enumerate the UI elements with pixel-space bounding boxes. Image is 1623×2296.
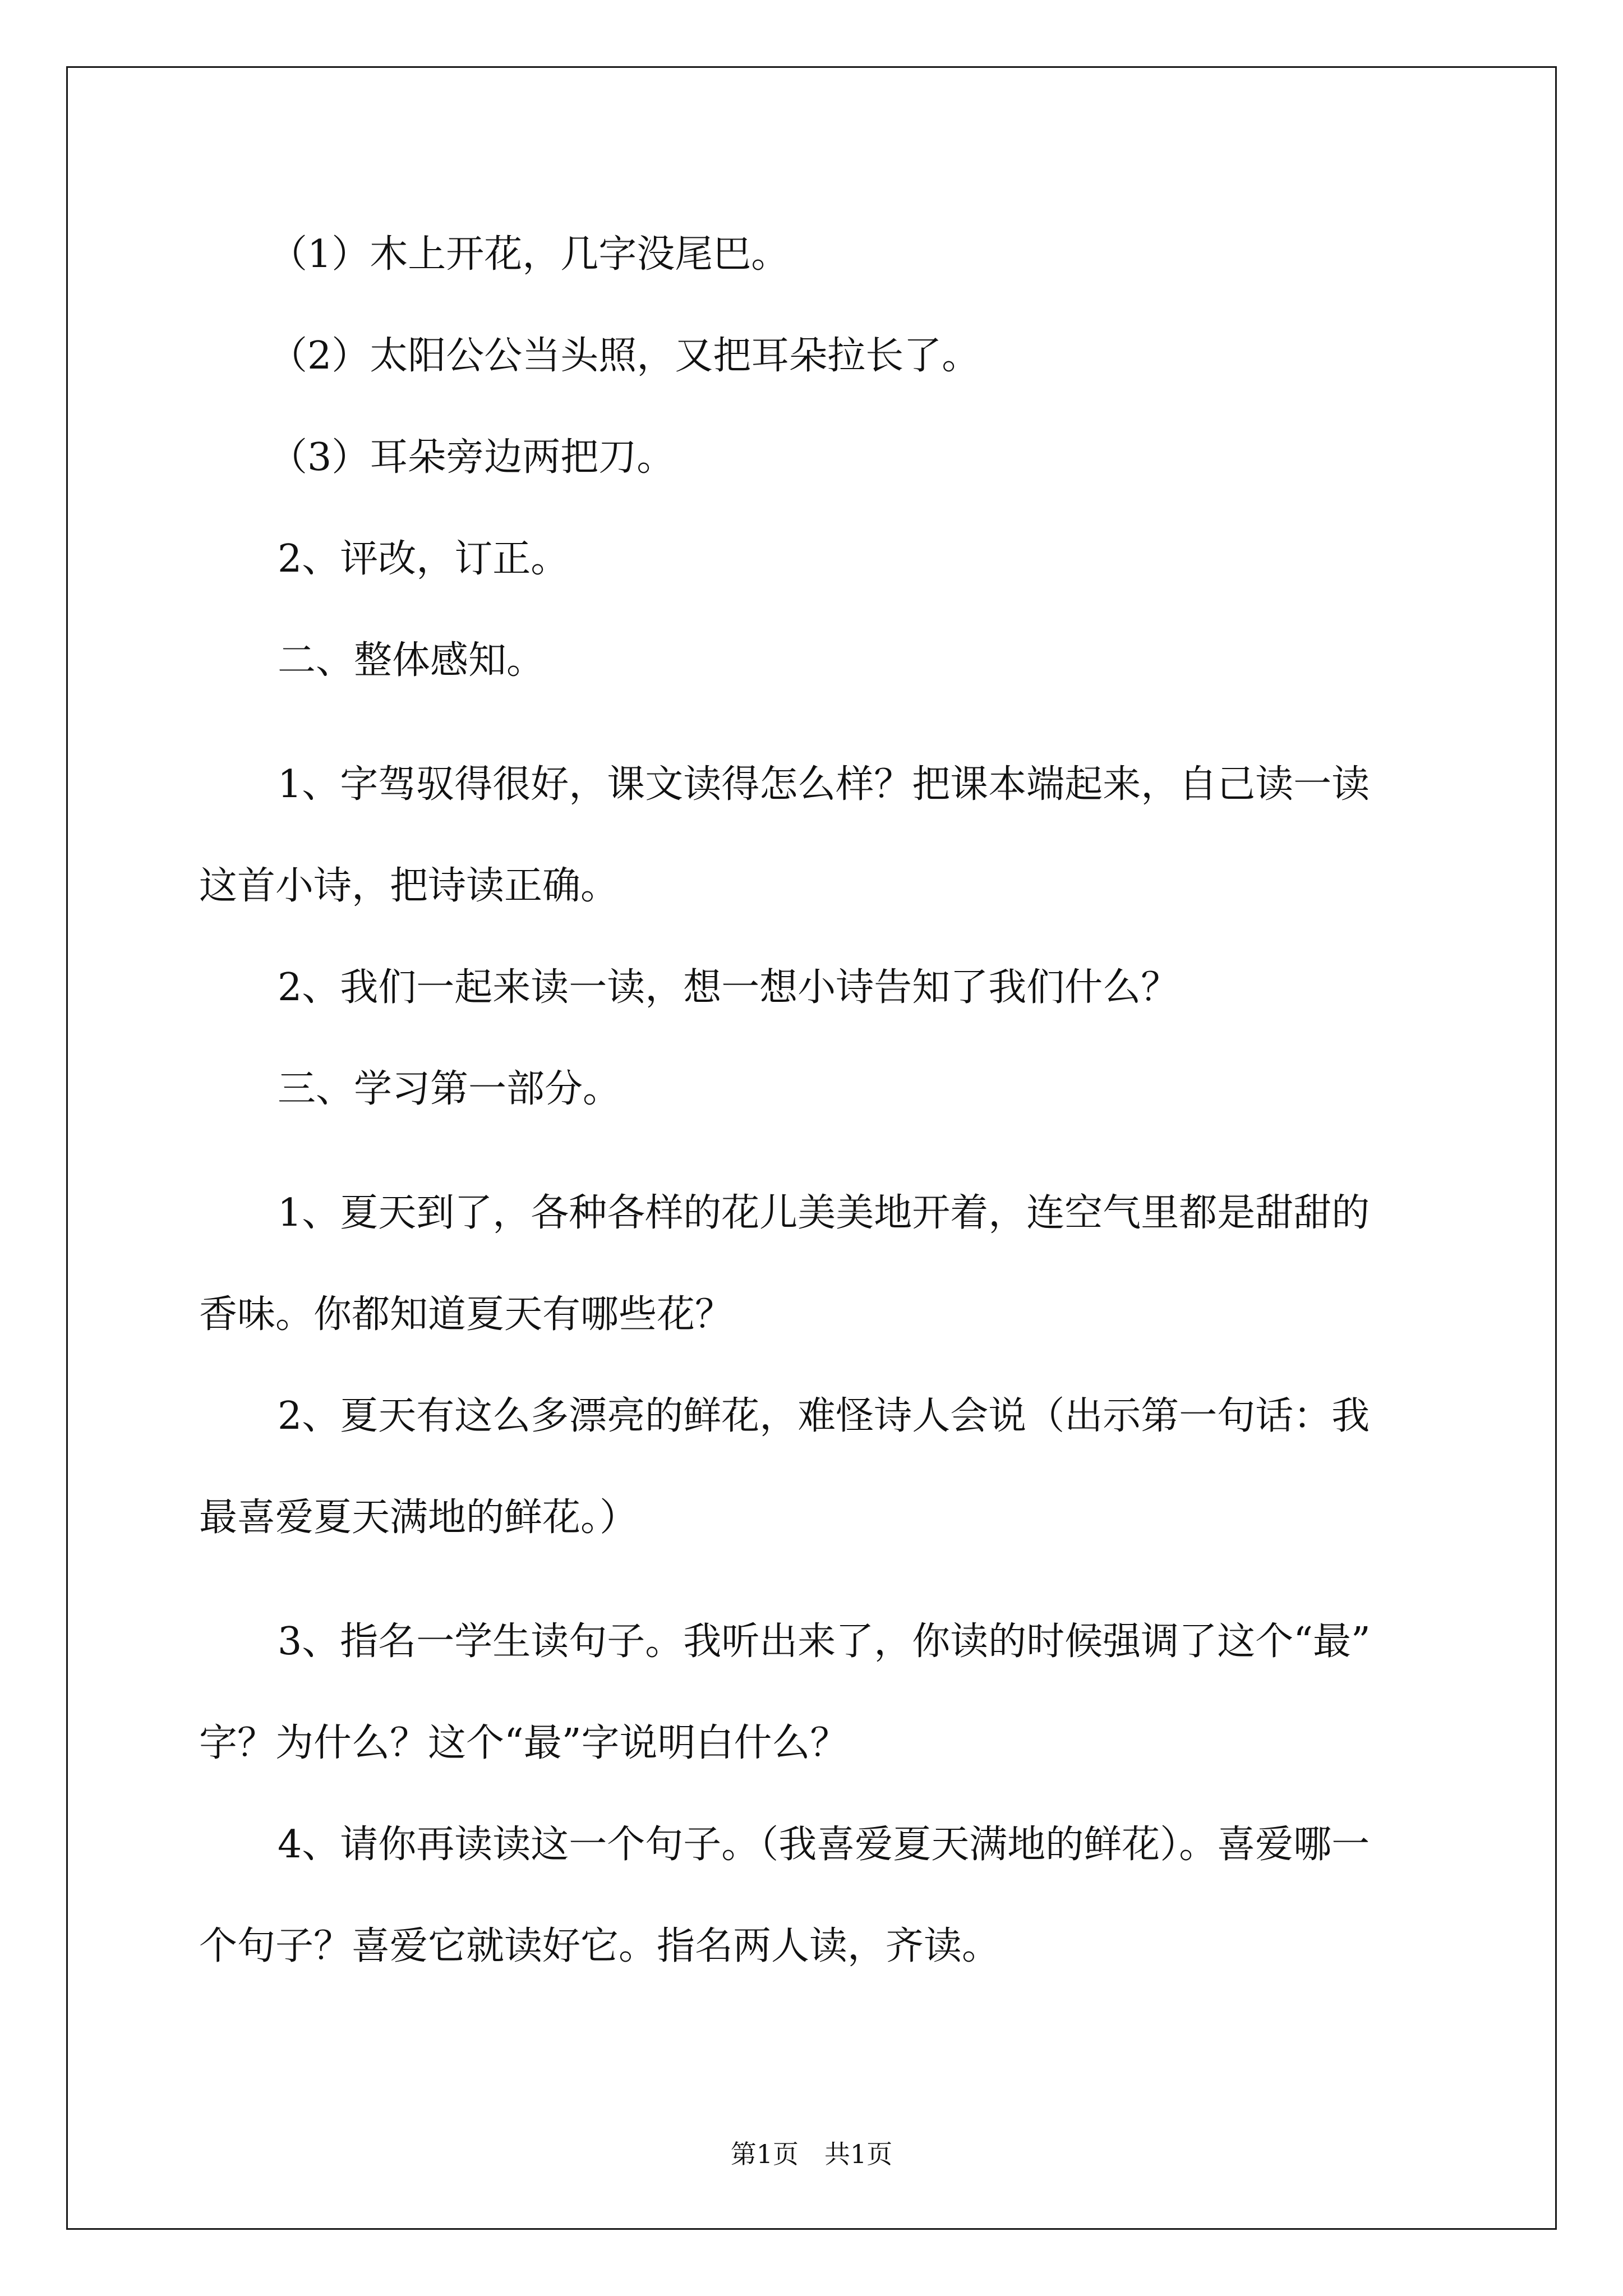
paragraph-line: 1、字驾驭得很好，课文读得怎么样？把课本端起来，自己读一读 bbox=[278, 762, 1370, 807]
paragraph-line: 1、夏天到了，各种各样的花儿美美地开着，连空气里都是甜甜的 bbox=[278, 1191, 1370, 1235]
paragraph-line: （3）耳朵旁边两把刀。 bbox=[269, 435, 675, 480]
page-border bbox=[66, 66, 1557, 2230]
paragraph-line: 三、学习第一部分。 bbox=[278, 1067, 621, 1111]
paragraph-line: 二、整体感知。 bbox=[278, 638, 545, 683]
paragraph-line: （2）太阳公公当头照，又把耳朵拉长了。 bbox=[269, 334, 980, 378]
paragraph-line: 4、请你再读读这一个句子。（我喜爱夏天满地的鲜花）。喜爱哪一 bbox=[278, 1823, 1370, 1867]
paragraph-line: （1）木上开花，几字没尾巴。 bbox=[269, 232, 790, 277]
paragraph-line: 2、我们一起来读一读，想一想小诗告知了我们什么？ bbox=[278, 965, 1179, 1010]
paragraph-line: 这首小诗，把诗读正确。 bbox=[199, 864, 619, 908]
paragraph-line: 最喜爱夏天满地的鲜花。） bbox=[199, 1496, 638, 1540]
paragraph-line: 3、指名一学生读句子。我听出来了，你读的时候强调了这个“最” bbox=[278, 1619, 1371, 1664]
page-footer: 第1页 共1页 bbox=[730, 2139, 893, 2169]
paragraph-line: 2、夏天有这么多漂亮的鲜花，难怪诗人会说（出示第一句话：我 bbox=[278, 1394, 1370, 1438]
paragraph-line: 字？为什么？这个“最”字说明白什么？ bbox=[199, 1721, 849, 1765]
paragraph-line: 香味。你都知道夏天有哪些花？ bbox=[199, 1292, 734, 1337]
paragraph-line: 2、评改，订正。 bbox=[278, 537, 569, 581]
paragraph-line: 个句子？喜爱它就读好它。指名两人读，齐读。 bbox=[199, 1924, 1000, 1968]
